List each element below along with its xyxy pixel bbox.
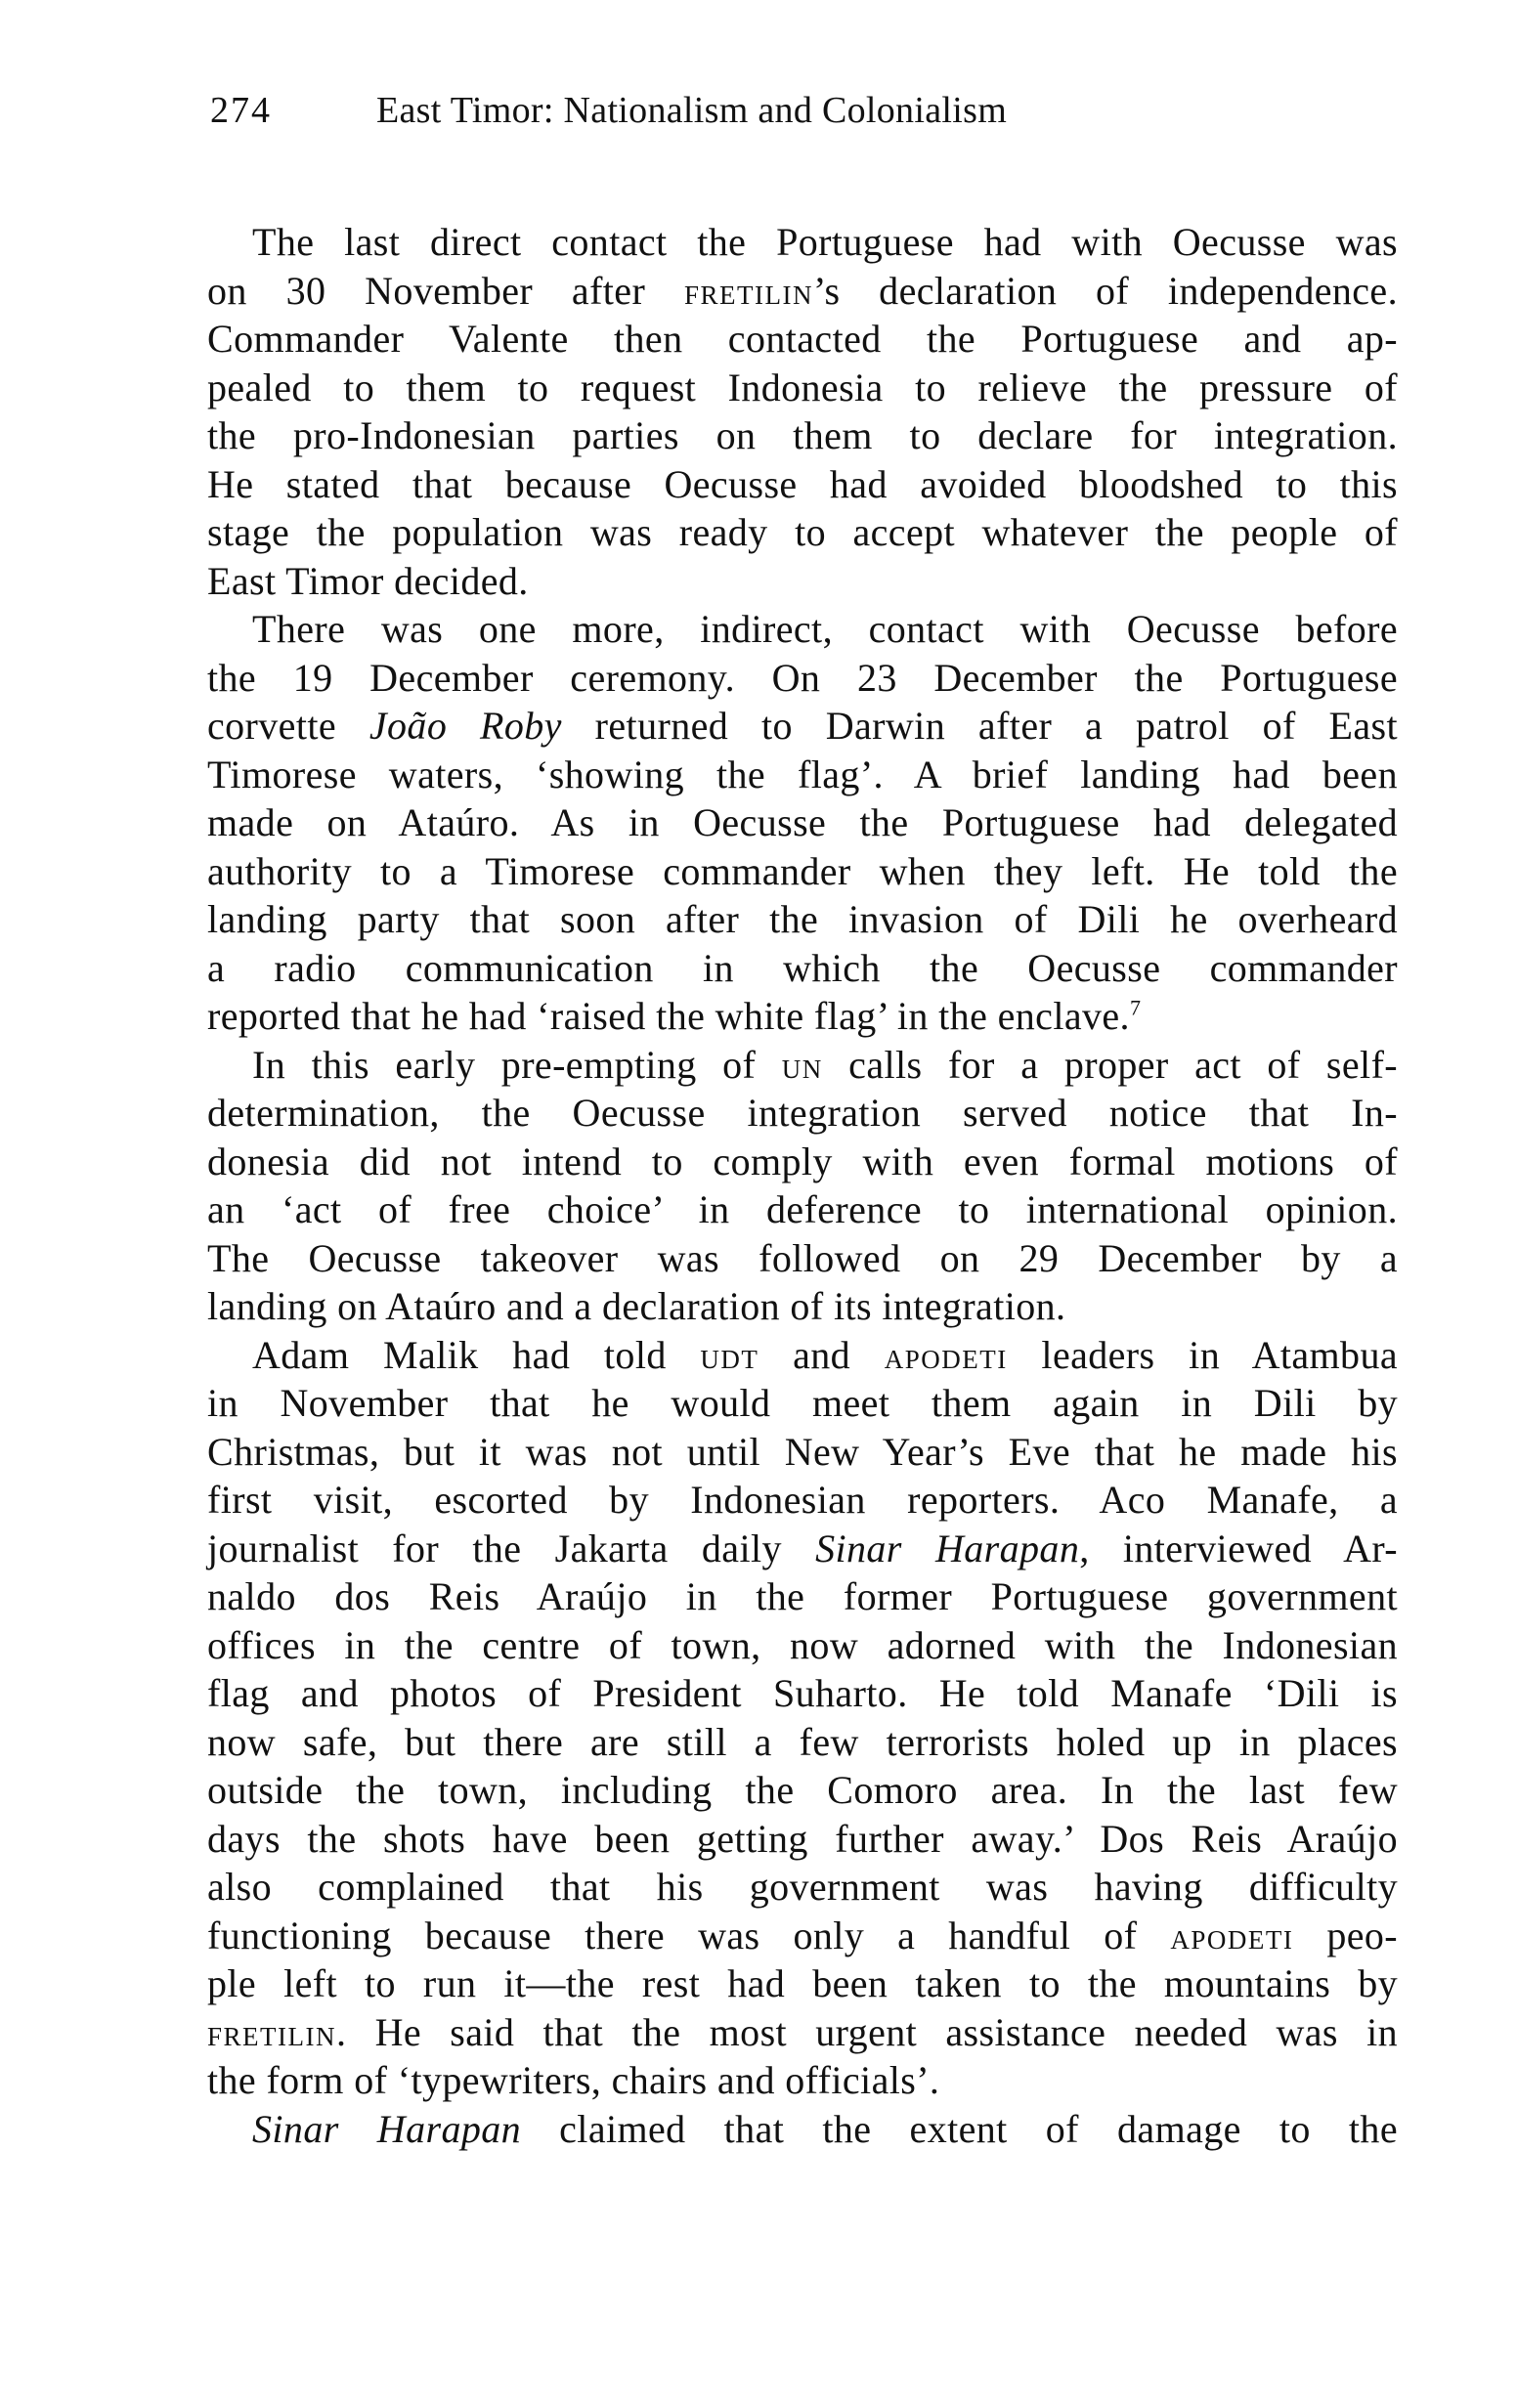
text-line [207, 1525, 1398, 1573]
text-run: days the shots have been getting further away.’ Dos Reis Araújo [207, 1816, 1398, 1861]
text-run: leaders in Atambua [1007, 1332, 1398, 1377]
acronym: FRETILIN [207, 2021, 336, 2051]
text-run: offices in the centre of town, now adorned with the Indonesian [207, 1622, 1398, 1667]
text-line [207, 1572, 1398, 1621]
text-run: landing party that soon after the invasion of Dili he overheard [207, 897, 1398, 941]
text-line [207, 1282, 1398, 1331]
text-line [207, 992, 1398, 1041]
text-line [207, 944, 1398, 993]
text-run: functioning because there was only a handful of [207, 1913, 1171, 1957]
text-line [207, 1234, 1398, 1283]
text-run: naldo dos Reis Araújo in the former Portuguese government [207, 1574, 1398, 1618]
text-line [207, 2105, 1398, 2154]
text-line [207, 1185, 1398, 1234]
text-line [207, 1138, 1398, 1186]
text-run: The last direct contact the Portuguese had with Oecusse was [252, 220, 1398, 264]
text-run: an ‘act of free choice’ in deference to international opinion. [207, 1187, 1398, 1231]
page-number: 274 [210, 90, 272, 131]
text-run: He stated that because Oecusse had avoided bloodshed to this [207, 461, 1398, 506]
text-line [207, 1912, 1398, 1960]
text-run: ple left to run it—the rest had been taken to the mountains by [207, 1961, 1398, 2005]
text-line [207, 1815, 1398, 1864]
body-text [207, 218, 1398, 2153]
text-run: the 19 December ceremony. On 23 December the Portuguese [207, 655, 1398, 700]
text-run: calls for a proper act of self- [822, 1042, 1399, 1087]
text-run: in November that he would meet them again in Dili by [207, 1381, 1398, 1425]
text-line [207, 1863, 1398, 1912]
text-line [207, 508, 1398, 557]
text-run: Christmas, but it was not until New Year’s Eve that he made his [207, 1429, 1398, 1474]
text-line [207, 1428, 1398, 1477]
paragraph [207, 218, 1398, 605]
text-line [207, 847, 1398, 896]
text-run: . He said that the most urgent assistance needed was in [335, 2009, 1398, 2054]
italic-title: Sinar Harapan [815, 1526, 1080, 1570]
text-line [207, 751, 1398, 799]
running-header [210, 86, 1188, 135]
text-line [207, 1089, 1398, 1138]
text-run: first visit, escorted by Indonesian reporters. Aco Manafe, a [207, 1478, 1398, 1522]
paragraph [207, 1331, 1398, 2105]
italic-title: João Roby [368, 704, 562, 748]
text-run: Commander Valente then contacted the Portuguese and ap- [207, 317, 1398, 361]
text-line [207, 2056, 1398, 2105]
text-line [207, 605, 1398, 654]
text-run: now safe, but there are still a few terrorists holed up in places [207, 1719, 1398, 1764]
text-run: peo- [1293, 1913, 1398, 1957]
text-run: Timorese waters, ‘showing the flag’. A brief landing had been [207, 752, 1398, 796]
text-line [207, 798, 1398, 847]
acronym: APODETI [1170, 1924, 1294, 1955]
text-run: pealed to them to request Indonesia to relieve the pressure of [207, 365, 1398, 409]
text-run: donesia did not intend to comply with even formal motions of [207, 1139, 1398, 1183]
text-line [207, 1669, 1398, 1718]
text-line [207, 1379, 1398, 1428]
text-line [207, 2008, 1398, 2057]
text-run: also complained that his government was having difficulty [207, 1865, 1398, 1909]
text-run: authority to a Timorese commander when they left. He told the [207, 848, 1398, 893]
text-run: Adam Malik had told [252, 1332, 701, 1377]
text-run: on 30 November after [207, 268, 684, 313]
text-run: corvette [207, 704, 369, 748]
text-line [207, 1041, 1398, 1090]
text-line [207, 1331, 1398, 1380]
text-line [207, 1766, 1398, 1815]
acronym: UDT [700, 1344, 759, 1374]
running-title: East Timor: Nationalism and Colonialism [376, 90, 1008, 131]
text-line [207, 1959, 1398, 2008]
text-line [207, 1476, 1398, 1525]
text-line [207, 557, 1398, 606]
text-run: ’s declaration of independence. [812, 268, 1398, 313]
text-run: The Oecusse takeover was followed on 29 December by a [207, 1235, 1398, 1280]
text-line [207, 267, 1398, 316]
text-line [207, 654, 1398, 703]
text-line [207, 895, 1398, 944]
paragraph [207, 1041, 1398, 1331]
text-line [207, 702, 1398, 751]
text-run: a radio communication in which the Oecusse commander [207, 945, 1398, 990]
text-line [207, 315, 1398, 364]
text-line [207, 460, 1398, 509]
acronym: FRETILIN [683, 280, 813, 310]
acronym: APODETI [884, 1344, 1008, 1374]
text-run: reported that he had ‘raised the white flag’ in the enclave. [207, 994, 1130, 1038]
text-run: There was one more, indirect, contact with Oecusse before [252, 607, 1398, 651]
text-run: and [758, 1332, 885, 1377]
text-line [207, 364, 1398, 412]
italic-title: Sinar Harapan [252, 2106, 522, 2151]
text-run: flag and photos of President Suharto. He told Manafe ‘Dili is [207, 1671, 1398, 1715]
text-run: determination, the Oecusse integration served notice that In- [207, 1091, 1398, 1135]
paragraph [207, 605, 1398, 1041]
text-run: claimed that the extent of damage to the [521, 2106, 1398, 2151]
text-run: , interviewed Ar- [1079, 1526, 1398, 1570]
text-run: returned to Darwin after a patrol of East [561, 704, 1398, 748]
paragraph [207, 2105, 1398, 2154]
text-run: East Timor decided. [207, 558, 529, 603]
text-line [207, 411, 1398, 460]
text-run: stage the population was ready to accept whatever the people of [207, 510, 1398, 554]
text-run: landing on Ataúro and a declaration of its integration. [207, 1284, 1066, 1328]
text-run: the form of ‘typewriters, chairs and officials’. [207, 2058, 940, 2102]
acronym: UN [781, 1054, 823, 1084]
text-run: outside the town, including the Comoro area. In the last few [207, 1768, 1398, 1812]
text-run: the pro-Indonesian parties on them to declare for integration. [207, 413, 1398, 457]
text-run: journalist for the Jakarta daily [207, 1526, 816, 1570]
text-line [207, 1621, 1398, 1670]
footnote-ref: 7 [1129, 995, 1142, 1020]
text-line [207, 1718, 1398, 1767]
text-run: made on Ataúro. As in Oecusse the Portuguese had delegated [207, 800, 1398, 844]
text-run: In this early pre-empting of [252, 1042, 782, 1087]
text-line [207, 218, 1398, 267]
